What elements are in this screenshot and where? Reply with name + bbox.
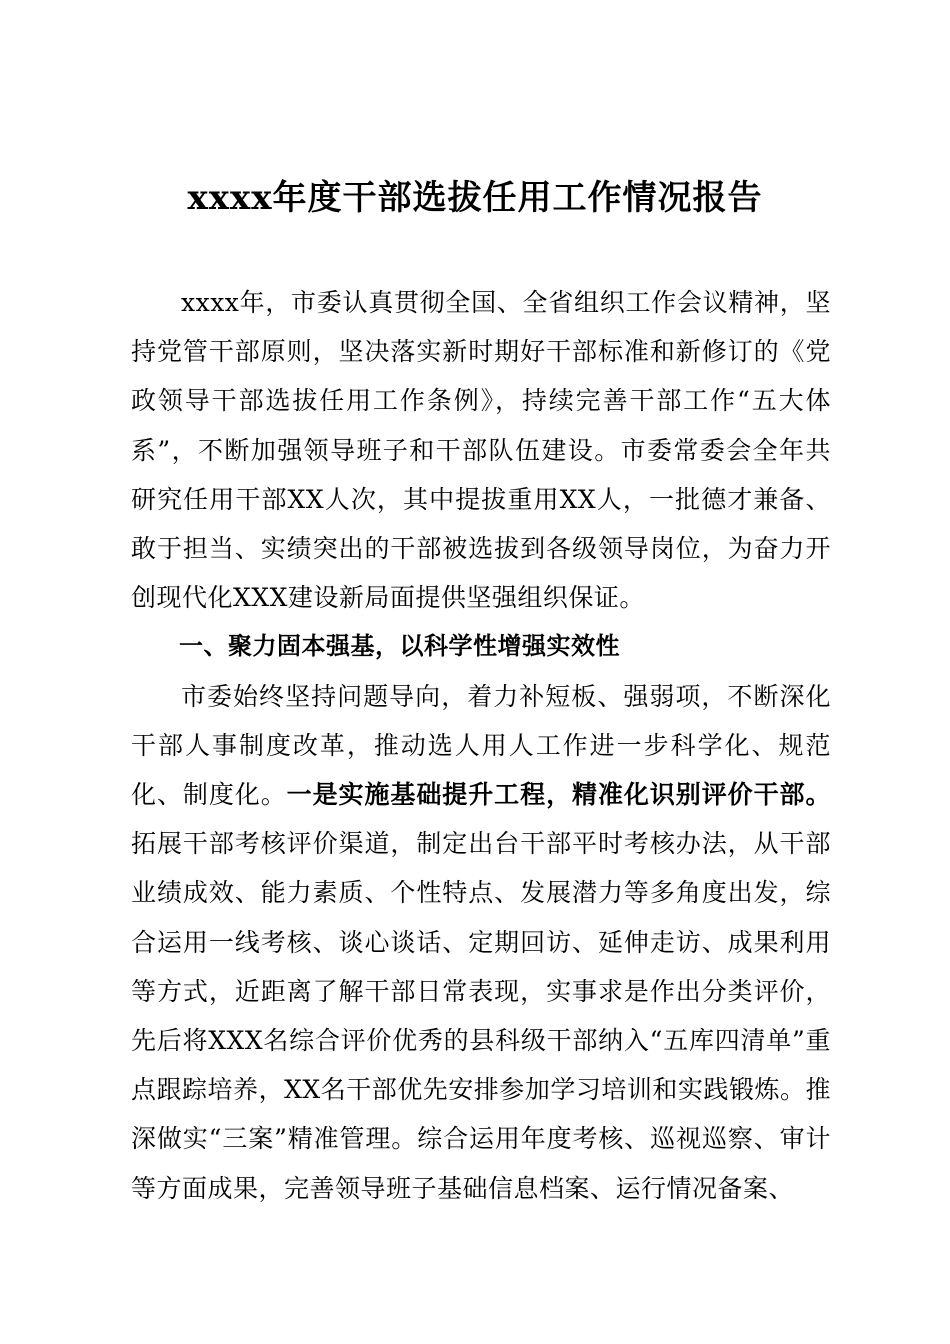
paragraph-rest: 拓展干部考核评价渠道，制定出台干部平时考核办法，从干部业绩成效、能力素质、个性特点、发展潜力等多角度出发，综合运用一线考核、谈心谈话、定期回访、延伸走访、成果利用等方式，近距离了解干部日常表现，实事求是作出分类评价，先后将XXX名综合评价优秀的县科级干部纳入“五库四清单”重点跟踪培养，XX名干部优先安排参加学习培训和实践锻炼。推深做实“三案”精准管理。综合运用年度考核、巡视巡察、审计等方面成果，完善领导班子基础信息档案、运行情况备案、 [131, 829, 831, 1203]
document-body [131, 278, 831, 1213]
section-paragraph [131, 672, 831, 1213]
section-heading: 一、聚力固本强基，以科学性增强实效性 [179, 632, 620, 661]
paragraph-lead: 市委始终坚持问题导向，着力补短板、强弱项，不断深化干部人事制度改革，推动选人用人工作进一步科学化、规范化、制度化。 [131, 681, 831, 810]
document-title: xxxx年度干部选拔任用工作情况报告 [187, 178, 763, 218]
paragraph-bold-point: 一是实施基础提升工程，精准化识别评价干部。 [286, 780, 831, 810]
intro-paragraph: xxxx年，市委认真贯彻全国、全省组织工作会议精神，坚持党管干部原则，坚决落实新时期好干部标准和新修订的《党政领导干部选拔任用工作条例》，持续完善干部工作“五大体系”，不断加强领导班子和干部队伍建设。市委常委会全年共研究任用干部XX人次，其中提拔重用XX人，一批德才兼备、敢于担当、实绩突出的干部被选拔到各级领导岗位，为奋力开创现代化XXX建设新局面提供坚强组织保证。 [131, 288, 831, 613]
